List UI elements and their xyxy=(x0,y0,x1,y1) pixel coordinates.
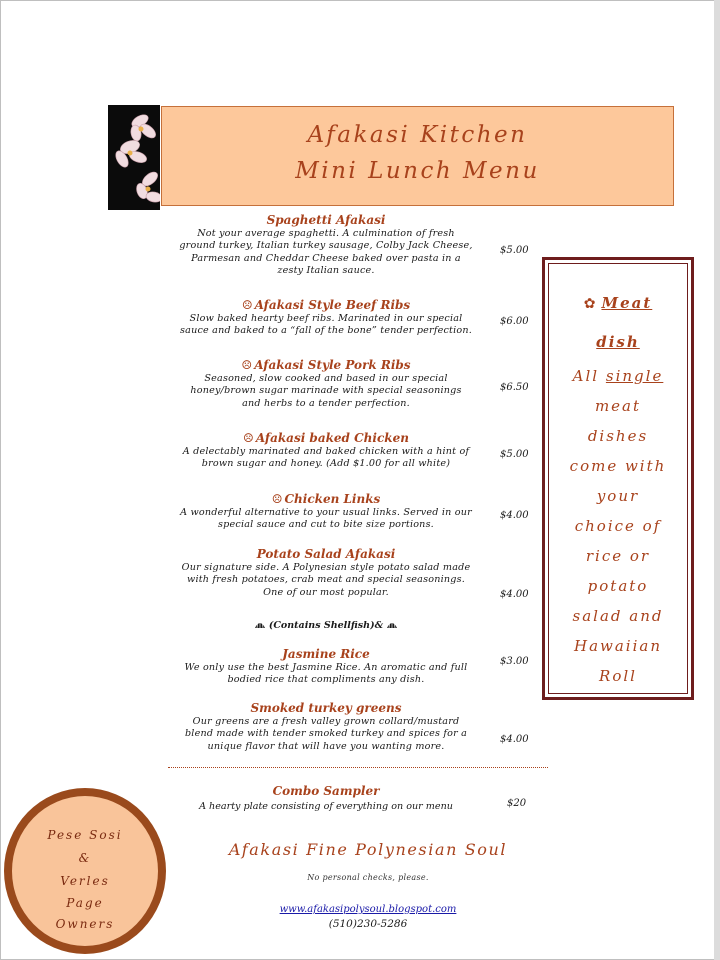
shell-icon xyxy=(254,620,269,631)
blog-link[interactable]: www.afakasipolysoul.blogspot.com xyxy=(279,904,457,915)
item-description: We only use the best Jasmine Rice. An aromatic and full bodied rice that compliments any dish. xyxy=(184,662,468,686)
panel-text: your xyxy=(596,487,640,505)
item-description: Slow baked hearty beef ribs. Marinated in our special sauce and baked to a “fall of the bone” tender perfection. xyxy=(180,313,472,337)
item-price: $5.00 xyxy=(500,245,529,256)
item-price: $6.00 xyxy=(500,316,529,327)
panel-text: dishes xyxy=(587,427,649,445)
owner-text: Verles xyxy=(60,874,110,888)
panel-text: All single xyxy=(572,367,664,385)
item-title: Potato Salad Afakasi xyxy=(256,547,396,561)
shell-icon xyxy=(386,620,398,631)
panel-text: Hawaiian xyxy=(573,637,662,655)
item-description: A wonderful alternative to your usual links. Served in our special sauce and cut to bite size portions. xyxy=(180,507,472,531)
shellfish-note: (Contains Shellfish)& xyxy=(166,620,486,631)
panel-text: potato xyxy=(587,577,649,595)
footer-brand: Afakasi Fine Polynesian Soul xyxy=(228,840,508,859)
item-description: Seasoned, slow cooked and based in our special honey/brown sugar marinade with special seasonings and herbs to a tender perfection. xyxy=(190,373,462,409)
item-title: ☹ Afakasi baked Chicken xyxy=(243,431,409,445)
item-title: ☹ Afakasi Style Pork Ribs xyxy=(241,358,411,372)
owner-text: Page xyxy=(66,896,104,910)
phone-number: (510)230-5286 xyxy=(328,918,408,930)
item-price: $4.00 xyxy=(500,734,529,745)
meat-dish-panel xyxy=(542,257,694,700)
menu-item-chicken-links xyxy=(166,491,486,532)
menu-item-turkey-greens xyxy=(166,700,486,753)
panel-text: come with xyxy=(569,457,667,475)
item-title: Spaghetti Afakasi xyxy=(266,213,386,227)
item-description: Our greens are a fresh valley grown collard/mustard blend made with tender smoked turkey and spices for a unique flavor that will have you wanting more. xyxy=(184,716,468,752)
item-price: $3.00 xyxy=(500,656,529,667)
owner-text: Owners xyxy=(55,917,115,931)
combo-title: Combo Sampler xyxy=(272,784,380,798)
owners-badge xyxy=(4,788,166,954)
frown-face-icon: ☹ xyxy=(241,358,253,372)
owner-text: Pese Sosi xyxy=(47,828,123,842)
item-price: $4.00 xyxy=(500,510,529,521)
panel-text: Roll xyxy=(599,667,637,685)
frown-face-icon: ☹ xyxy=(243,431,254,445)
flower-icon: ✿ xyxy=(583,296,598,312)
item-price: $6.50 xyxy=(500,382,529,393)
combo-price: $20 xyxy=(507,798,527,809)
panel-text: choice of xyxy=(574,517,662,535)
menu-item-potato-salad xyxy=(166,546,486,599)
item-title: Smoked turkey greens xyxy=(250,701,402,715)
page-edge xyxy=(714,0,720,960)
menu-header-banner xyxy=(161,106,674,206)
panel-heading: ✿ Meat xyxy=(583,294,653,312)
menu-item-baked-chicken xyxy=(166,430,486,471)
restaurant-name: Afakasi Kitchen xyxy=(307,122,528,148)
frown-face-icon: ☹ xyxy=(271,492,283,506)
combo-description: A hearty plate consisting of everything on our menu xyxy=(199,801,453,812)
owner-text: & xyxy=(78,851,92,865)
panel-text: meat xyxy=(594,397,642,415)
item-price: $4.00 xyxy=(500,589,529,600)
menu-item-pork-ribs xyxy=(166,357,486,410)
frown-face-icon: ☹ xyxy=(241,298,253,312)
panel-text: rice or xyxy=(585,547,651,565)
item-title: ☹ Chicken Links xyxy=(271,492,381,506)
section-divider xyxy=(168,767,548,768)
menu-title: Mini Lunch Menu xyxy=(295,158,540,184)
menu-item-jasmine-rice xyxy=(166,646,486,687)
item-price: $5.00 xyxy=(500,449,529,460)
footer-note: No personal checks, please. xyxy=(307,873,429,882)
item-title: Jasmine Rice xyxy=(282,647,370,661)
meat-dish-panel-inner xyxy=(548,263,688,694)
plumeria-flower-photo xyxy=(108,105,160,210)
panel-heading: dish xyxy=(596,333,640,351)
item-description: A delectably marinated and baked chicken with a hint of brown sugar and honey. (Add $1.00 for all white) xyxy=(182,446,470,470)
item-description: Our signature side. A Polynesian style potato salad made with fresh potatoes, crab meat and special seasonings. One of our most popular. xyxy=(181,562,471,598)
menu-item-beef-ribs xyxy=(166,297,486,338)
panel-text: salad and xyxy=(572,607,664,625)
item-description: Not your average spaghetti. A culmination of fresh ground turkey, Italian turkey sausage, Colby Jack Cheese, Parmesan and Cheddar Cheese baked over pasta in a zesty Italian sauce. xyxy=(179,228,473,276)
item-title: ☹ Afakasi Style Beef Ribs xyxy=(241,298,411,312)
menu-item-spaghetti xyxy=(166,212,486,277)
